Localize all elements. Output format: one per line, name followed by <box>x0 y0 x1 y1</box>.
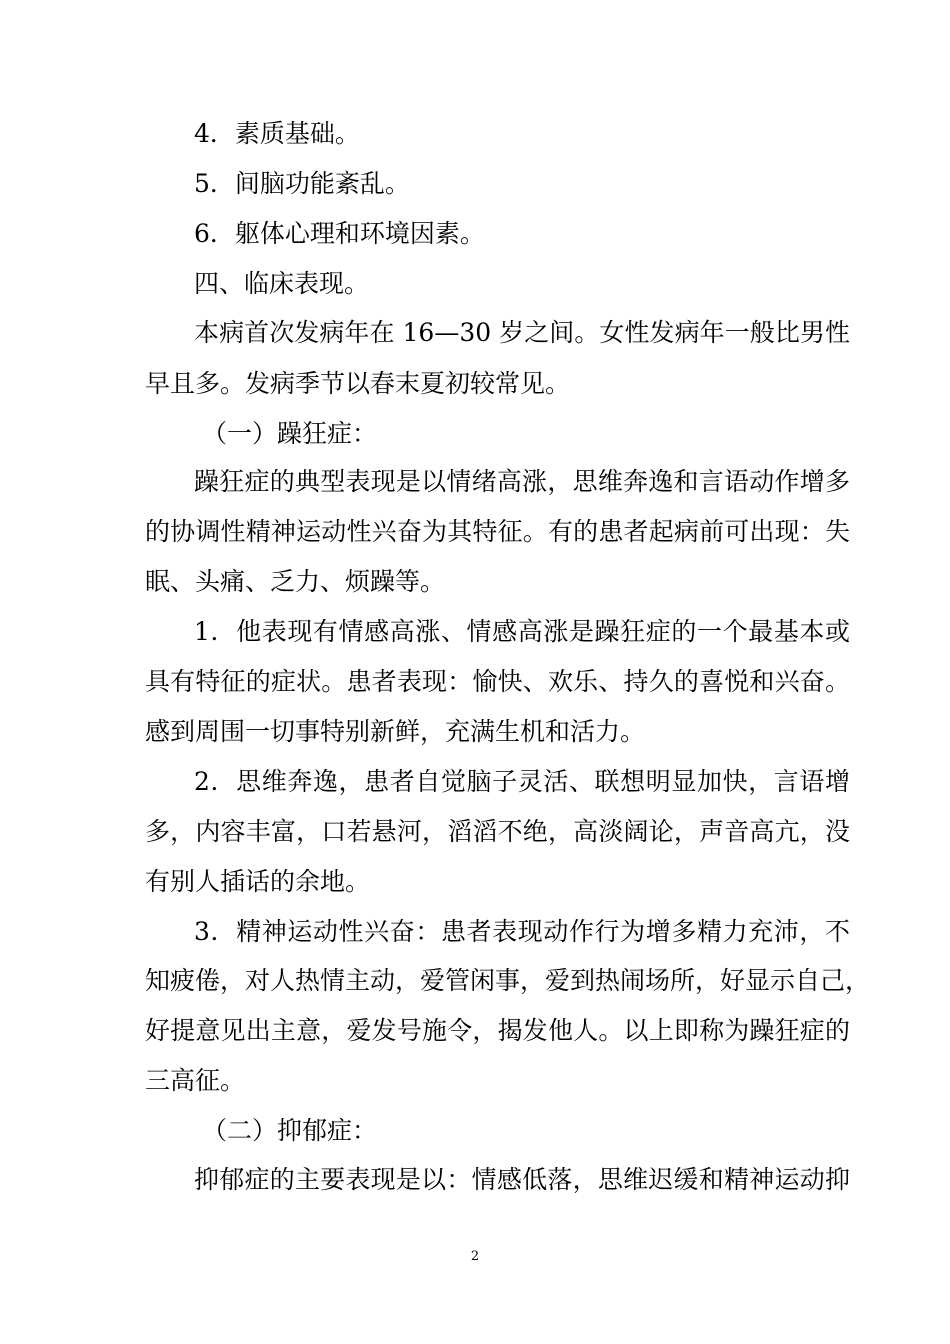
paragraph-line: 多，内容丰富，口若悬河，滔滔不绝，高淡阔论，声音高亢，没 <box>145 817 850 846</box>
paragraph-line: 感到周围一切事特别新鲜，充满生机和活力。 <box>145 717 646 746</box>
paragraph-line: 早且多。发病季节以春末夏初较常见。 <box>145 369 571 398</box>
subsection-heading-mania: （一）躁狂症： <box>202 419 378 448</box>
subsection-heading-depression: （二）抑郁症： <box>202 1116 378 1145</box>
paragraph-line: 本病首次发病年在 16—30 岁之间。女性发病年一般比男性 <box>194 318 850 347</box>
list-item-6: 6．躯体心理和环境因素。 <box>194 219 485 248</box>
paragraph-line: 的协调性精神运动性兴奋为其特征。有的患者起病前可出现：失 <box>145 517 850 546</box>
list-item-5: 5．间脑功能紊乱。 <box>194 169 410 198</box>
page-number: 2 <box>470 1249 480 1264</box>
section-heading-4: 四、临床表现。 <box>194 269 370 298</box>
paragraph-line: 1．他表现有情感高涨、情感高涨是躁狂症的一个最基本或 <box>194 617 850 646</box>
paragraph-line: 躁狂症的典型表现是以情绪高涨，思维奔逸和言语动作增多 <box>194 467 850 496</box>
paragraph-line: 具有特征的症状。患者表现：愉快、欢乐、持久的喜悦和兴奋。 <box>145 667 850 696</box>
paragraph-line: 眠、头痛、乏力、烦躁等。 <box>145 567 446 596</box>
paragraph-line: 3．精神运动性兴奋：患者表现动作行为增多精力充沛，不 <box>194 917 850 946</box>
paragraph-line: 知疲倦，对人热情主动，爱管闲事，爱到热闹场所，好显示自己， <box>145 966 871 995</box>
paragraph-line: 好提意见出主意，爱发号施令，揭发他人。以上即称为躁狂症的 <box>145 1016 850 1045</box>
paragraph-line: 抑郁症的主要表现是以：情感低落，思维迟缓和精神运动抑 <box>194 1165 850 1194</box>
paragraph-line: 有别人插话的余地。 <box>145 867 371 896</box>
paragraph-line: 三高征。 <box>145 1066 246 1095</box>
list-item-4: 4．素质基础。 <box>194 119 360 148</box>
paragraph-line: 2．思维奔逸，患者自觉脑子灵活、联想明显加快，言语增 <box>194 767 850 796</box>
